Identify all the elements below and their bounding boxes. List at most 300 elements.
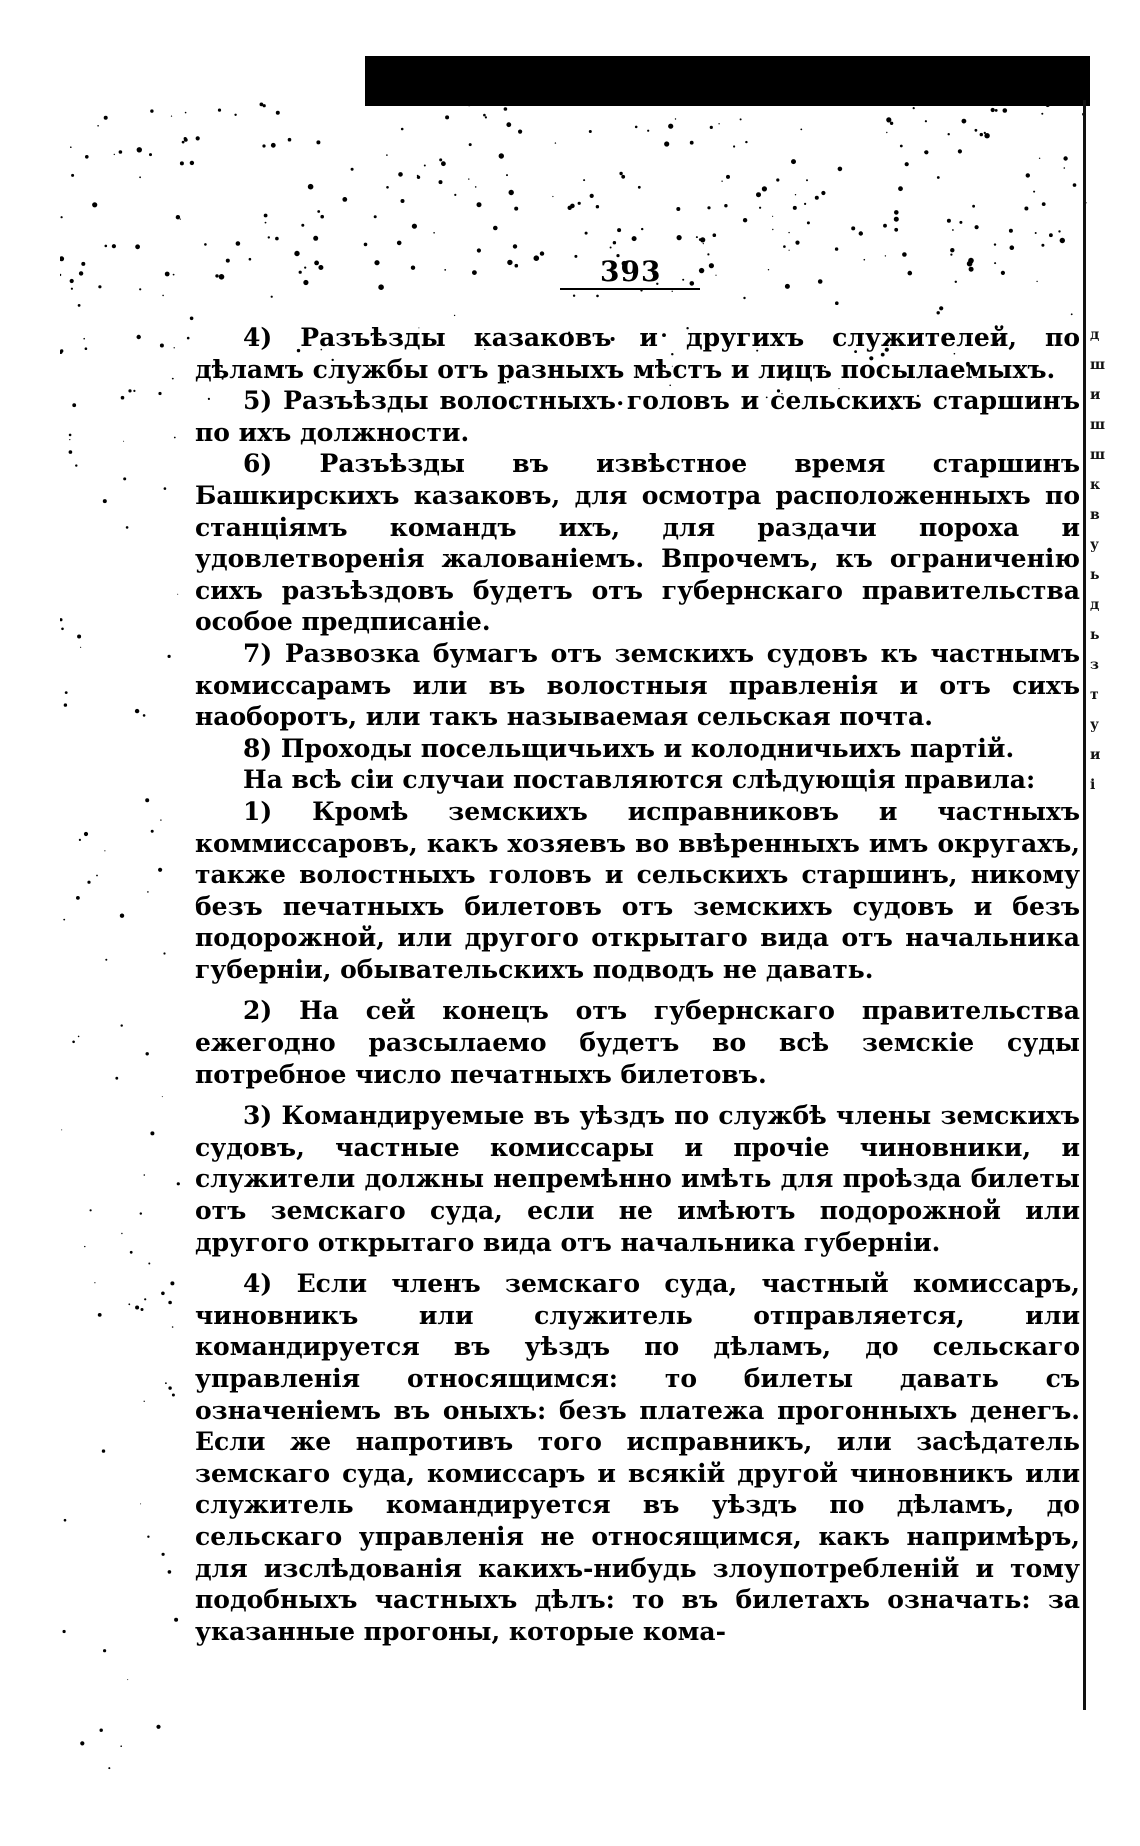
speckle-dot — [700, 237, 705, 242]
speckle-dot — [61, 1129, 62, 1130]
speckle-dot — [807, 221, 810, 224]
speckle-dot — [260, 103, 264, 107]
speckle-dot — [85, 155, 89, 159]
speckle-dot — [61, 216, 63, 218]
speckle-dot — [64, 1519, 67, 1522]
page-number-underline — [560, 288, 700, 290]
speckle-dot — [675, 118, 676, 119]
speckle-dot — [262, 144, 265, 147]
adjacent-page-edge-text — [1090, 320, 1108, 800]
speckle-dot — [806, 179, 808, 181]
speckle-dot — [164, 487, 167, 490]
speckle-dot — [103, 499, 107, 503]
speckle-dot — [144, 1174, 146, 1176]
rule-1: 1) Кромѣ земскихъ исправниковъ и частныхъ коммиссаровъ, какъ хозяевъ во ввѣренныхъ имъ округахъ, также волостныхъ головъ и сельскихъ старшинъ, никому безъ печатныхъ билетовъ отъ земскихъ судовъ и безъ подорожной, или другого открытаго вида отъ начальника губерніи, обывательскихъ подводъ не давать. — [195, 796, 1080, 984]
edge-fragment: ш — [1090, 357, 1106, 373]
speckle-dot — [412, 224, 417, 229]
speckle-dot — [676, 207, 680, 211]
speckle-dot — [144, 1401, 145, 1402]
speckle-dot — [733, 145, 735, 147]
speckle-dot — [552, 196, 553, 197]
speckle-dot — [499, 153, 504, 158]
speckle-dot — [184, 137, 187, 140]
paragraph-item-6: 6) Разъѣзды въ извѣстное время старшинъ Башкирскихъ казаковъ, для осмотра расположенныхъ по станціямъ командъ ихъ, для раздачи пороха и удовлетворенія жалованіемъ. Впрочемъ, къ ограниченію сихъ разъѣздовъ будетъ отъ губернскаго правительства особое предписаніе. — [195, 449, 1080, 637]
speckle-dot — [800, 129, 802, 131]
speckle-dot — [1003, 108, 1008, 113]
speckle-dot — [632, 236, 637, 241]
edge-fragment: д — [1090, 327, 1100, 343]
speckle-dot — [672, 291, 673, 292]
speckle-dot — [180, 219, 181, 220]
speckle-dot — [94, 1282, 95, 1283]
speckle-dot — [69, 450, 73, 454]
speckle-dot — [119, 150, 123, 154]
speckle-dot — [313, 236, 318, 241]
speckle-dot — [96, 875, 98, 877]
speckle-dot — [79, 839, 81, 841]
speckle-dot — [172, 1394, 175, 1397]
speckle-dot — [433, 232, 435, 234]
speckle-dot — [908, 271, 913, 276]
speckle-dot — [150, 109, 153, 112]
speckle-dot — [772, 229, 773, 230]
speckle-dot — [104, 850, 105, 851]
speckle-dot — [174, 437, 176, 439]
page-number: 393 — [600, 255, 662, 288]
speckle-dot — [77, 635, 81, 639]
speckle-dot — [219, 274, 225, 280]
speckle-dot — [276, 111, 280, 115]
rules-intro: На всѣ сіи случаи поставляются слѣдующія правила: — [243, 765, 1036, 795]
speckle-dot — [818, 279, 823, 284]
speckle-dot — [534, 255, 540, 261]
speckle-dot — [439, 180, 443, 184]
speckle-dot — [158, 868, 162, 872]
speckle-dot — [364, 243, 368, 247]
speckle-dot — [342, 197, 347, 202]
speckle-dot — [668, 124, 673, 129]
speckle-dot — [788, 232, 789, 233]
speckle-dot — [98, 285, 101, 288]
speckle-dot — [504, 107, 508, 111]
speckle-dot — [1010, 245, 1015, 250]
speckle-dot — [135, 1306, 139, 1310]
speckle-dot — [477, 248, 481, 252]
speckle-dot — [112, 244, 116, 248]
speckle-dot — [80, 647, 81, 648]
speckle-dot — [171, 116, 172, 117]
speckle-dot — [724, 204, 727, 207]
speckle-dot — [638, 186, 641, 189]
speckle-dot — [174, 1618, 178, 1622]
speckle-dot — [925, 120, 927, 122]
speckle-dot — [585, 232, 588, 235]
speckle-dot — [71, 288, 73, 290]
speckle-dot — [397, 241, 402, 246]
speckle-dot — [1033, 191, 1035, 193]
speckle-dot — [952, 229, 954, 231]
edge-fragment: у — [1090, 537, 1099, 553]
edge-fragment: к — [1090, 477, 1101, 493]
speckle-dot — [130, 1251, 133, 1254]
speckle-dot — [968, 258, 974, 264]
speckle-dot — [991, 108, 995, 112]
speckle-dot — [573, 295, 575, 297]
speckle-dot — [984, 132, 986, 134]
speckle-dot — [596, 295, 599, 298]
edge-fragment: и — [1090, 387, 1101, 403]
speckle-dot — [80, 1741, 84, 1745]
speckle-dot — [182, 141, 185, 144]
scan-edge-bar — [365, 56, 1090, 106]
binding-shadow-line — [1083, 100, 1086, 1710]
speckle-dot — [103, 1649, 106, 1652]
speckle-dot — [477, 202, 482, 207]
speckle-dot — [958, 149, 962, 153]
edge-fragment: в — [1090, 507, 1100, 523]
speckle-dot — [63, 919, 65, 921]
edge-fragment: т — [1090, 687, 1099, 703]
speckle-dot — [1064, 167, 1066, 169]
speckle-dot — [483, 114, 486, 117]
speckle-dot — [234, 114, 236, 116]
speckle-dot — [1009, 229, 1013, 233]
speckle-dot — [417, 175, 419, 177]
speckle-dot — [90, 1209, 92, 1211]
speckle-dot — [316, 140, 320, 144]
speckle-dot — [441, 161, 446, 166]
speckle-dot — [485, 116, 487, 118]
speckle-dot — [815, 196, 819, 200]
speckle-dot — [218, 109, 221, 112]
speckle-dot — [85, 347, 88, 350]
paragraph-item-4: 4) Разъѣзды казаковъ и другихъ служителей, по дѣламъ службы отъ разныхъ мѣстъ и лицъ посылаемыхъ. — [195, 323, 1080, 384]
speckle-dot — [204, 243, 207, 246]
speckle-dot — [617, 228, 621, 232]
speckle-dot — [63, 1630, 66, 1633]
speckle-dot — [821, 191, 825, 195]
speckle-dot — [1024, 207, 1028, 211]
speckle-dot — [743, 297, 745, 299]
speckle-dot — [647, 130, 649, 132]
speckle-dot — [682, 279, 684, 281]
speckle-dot — [308, 184, 314, 190]
speckle-dot — [135, 709, 139, 713]
speckle-dot — [721, 181, 722, 182]
speckle-dot — [540, 251, 544, 255]
speckle-dot — [173, 274, 175, 276]
speckle-dot — [265, 222, 267, 224]
speckle-dot — [144, 1298, 146, 1300]
speckle-dot — [187, 337, 190, 340]
speckle-dot — [163, 952, 165, 954]
speckle-dot — [1008, 100, 1010, 101]
speckle-dot — [886, 117, 891, 122]
speckle-dot — [950, 254, 952, 256]
speckle-dot — [948, 133, 950, 135]
speckle-dot — [127, 1679, 128, 1680]
speckle-dot — [320, 215, 324, 219]
speckle-dot — [168, 655, 171, 658]
speckle-dot — [162, 1096, 163, 1097]
speckle-dot — [1058, 230, 1060, 232]
speckle-dot — [185, 112, 187, 114]
speckle-dot — [859, 231, 863, 235]
speckle-dot — [509, 190, 514, 195]
speckle-dot — [148, 1263, 150, 1265]
edge-fragment: ш — [1090, 447, 1106, 463]
speckle-dot — [190, 317, 194, 321]
speckle-dot — [445, 115, 449, 119]
speckle-dot — [596, 205, 599, 208]
speckle-dot — [468, 178, 469, 179]
speckle-dot — [98, 1313, 102, 1317]
speckle-dot — [168, 1301, 172, 1305]
speckle-dot — [160, 819, 161, 820]
speckle-dot — [83, 338, 85, 340]
speckle-dot — [126, 526, 129, 529]
speckle-dot — [710, 126, 713, 129]
speckle-dot — [506, 122, 511, 127]
speckle-dot — [268, 236, 270, 238]
speckle-dot — [1041, 244, 1044, 247]
speckle-dot — [677, 235, 682, 240]
speckle-dot — [555, 142, 556, 143]
speckle-dot — [768, 269, 769, 270]
speckle-dot — [151, 830, 154, 833]
speckle-dot — [137, 335, 141, 339]
speckle-dot — [994, 243, 996, 245]
speckle-dot — [789, 250, 790, 251]
speckle-dot — [121, 1024, 123, 1026]
speckle-dot — [299, 271, 302, 274]
speckle-dot — [70, 279, 74, 283]
speckle-dot — [275, 237, 279, 241]
speckle-dot — [793, 206, 797, 210]
speckle-dot — [969, 267, 974, 272]
paragraph-item-8: 8) Проходы посельщичьихъ и колодничьихъ партій. — [243, 733, 1015, 763]
speckle-dot — [444, 269, 446, 271]
speckle-dot — [114, 154, 115, 155]
speckle-dot — [975, 225, 979, 229]
speckle-dot — [172, 1326, 174, 1328]
paragraph-item-5: 5) Разъѣзды волостныхъ головъ и сельскихъ старшинъ по ихъ должности. — [195, 386, 1080, 447]
speckle-dot — [791, 159, 796, 164]
speckle-dot — [60, 256, 64, 261]
speckle-dot — [140, 1503, 141, 1504]
speckle-dot — [1035, 232, 1037, 234]
speckle-dot — [962, 121, 965, 124]
speckle-dot — [469, 143, 472, 146]
speckle-dot — [621, 175, 625, 179]
speckle-dot — [894, 228, 898, 232]
speckle-dot — [162, 1553, 165, 1556]
speckle-dot — [249, 258, 252, 261]
speckle-dot — [374, 215, 377, 218]
speckle-dot — [568, 206, 572, 210]
speckle-dot — [894, 217, 899, 222]
speckle-dot — [378, 284, 384, 290]
speckle-dot — [137, 147, 142, 152]
speckle-dot — [454, 315, 455, 316]
speckle-dot — [271, 143, 276, 148]
speckle-dot — [78, 1036, 80, 1038]
speckle-dot — [898, 186, 903, 191]
speckle-dot — [314, 261, 319, 266]
speckle-dot — [97, 125, 99, 127]
speckle-dot — [772, 216, 773, 217]
speckle-dot — [147, 891, 149, 893]
speckle-dot — [236, 241, 241, 246]
speckle-dot — [619, 172, 622, 175]
speckle-dot — [168, 1570, 172, 1574]
speckle-dot — [351, 168, 354, 171]
speckle-dot — [411, 266, 415, 270]
speckle-dot — [726, 175, 730, 179]
speckle-dot — [715, 275, 716, 276]
speckle-dot — [100, 1729, 103, 1732]
speckle-dot — [937, 176, 940, 179]
speckle-dot — [924, 150, 928, 154]
speckle-dot — [294, 251, 299, 256]
speckle-dot — [81, 262, 85, 266]
speckle-dot — [1045, 103, 1050, 108]
speckle-dot — [301, 224, 304, 227]
speckle-dot — [707, 253, 709, 255]
speckle-dot — [690, 141, 694, 145]
speckle-dot — [64, 703, 67, 706]
speckle-dot — [165, 1382, 167, 1384]
speckle-dot — [156, 1725, 160, 1729]
speckle-dot — [69, 434, 72, 437]
speckle-dot — [303, 280, 308, 285]
speckle-dot — [703, 243, 704, 244]
speckle-dot — [121, 396, 125, 400]
speckle-dot — [785, 284, 790, 289]
speckle-dot — [174, 347, 175, 348]
speckle-dot — [515, 264, 519, 268]
speckle-dot — [146, 1052, 149, 1055]
speckle-dot — [84, 1246, 85, 1247]
speckle-dot — [76, 896, 80, 900]
speckle-dot — [454, 194, 456, 196]
speckle-dot — [160, 344, 164, 348]
speckle-dot — [583, 179, 585, 181]
page-body — [195, 322, 1080, 1647]
speckle-dot — [776, 178, 779, 181]
speckle-dot — [72, 403, 76, 407]
speckle-dot — [743, 218, 747, 222]
speckle-dot — [890, 122, 893, 125]
speckle-dot — [61, 628, 64, 631]
speckle-dot — [170, 1281, 174, 1285]
speckle-dot — [177, 594, 178, 595]
speckle-dot — [589, 130, 592, 133]
speckle-dot — [75, 464, 77, 466]
speckle-dot — [709, 263, 714, 268]
speckle-dot — [493, 226, 498, 231]
edge-fragment: ш — [1090, 417, 1106, 433]
speckle-dot — [759, 207, 761, 209]
speckle-dot — [795, 194, 796, 195]
edge-fragment: і — [1090, 777, 1096, 793]
speckle-dot — [783, 245, 786, 248]
speckle-dot — [140, 1212, 142, 1214]
speckle-dot — [578, 202, 581, 205]
speckle-dot — [804, 203, 806, 205]
speckle-dot — [835, 301, 839, 305]
speckle-dot — [975, 129, 978, 132]
speckle-dot — [1063, 156, 1067, 160]
speckle-dot — [1026, 173, 1030, 177]
speckle-dot — [1060, 238, 1065, 243]
speckle-dot — [886, 132, 887, 133]
speckle-dot — [439, 158, 442, 161]
speckle-dot — [507, 260, 512, 265]
speckle-dot — [955, 281, 957, 283]
speckle-dot — [158, 392, 161, 395]
speckle-dot — [161, 1292, 165, 1296]
speckle-dot — [374, 260, 379, 265]
speckle-dot — [102, 1449, 105, 1452]
speckle-dot — [79, 271, 83, 275]
speckle-dot — [226, 259, 230, 263]
speckle-dot — [1039, 158, 1040, 159]
speckle-dot — [172, 378, 174, 380]
speckle-dot — [947, 219, 951, 223]
speckle-dot — [264, 214, 268, 218]
speckle-dot — [215, 274, 218, 277]
speckle-dot — [168, 1386, 171, 1389]
speckle-dot — [180, 161, 184, 165]
speckle-dot — [959, 221, 962, 224]
speckle-dot — [795, 241, 799, 245]
speckle-dot — [506, 174, 508, 176]
speckle-dot — [838, 167, 843, 172]
speckle-dot — [271, 296, 273, 298]
speckle-dot — [913, 107, 915, 109]
speckle-dot — [123, 441, 124, 442]
speckle-dot — [120, 1745, 122, 1747]
speckle-dot — [518, 130, 522, 134]
speckle-dot — [864, 259, 866, 261]
speckle-dot — [105, 959, 107, 961]
speckle-dot — [756, 192, 761, 197]
speckle-dot — [994, 262, 996, 264]
speckle-dot — [401, 199, 405, 203]
rule-4: 4) Если членъ земскаго суда, частный комиссаръ, чиновникъ или служитель отправляется, или командируется въ уѣздъ по дѣламъ, до сельскаго управленія относящимся: то билеты давать съ означеніемъ въ оныхъ: безъ платежа прогонныхъ денегъ. Если же напротивъ того исправникъ, или засѣдатель земскаго суда, комиссаръ и всякій другой чиновникъ или служитель командируется въ уѣздъ по дѣламъ, до сельскаго управленія не относящимся, какъ напримѣръ, для изслѣдованія какихъ-нибудь злоупотребленій и тому подобныхъ частныхъ дѣлъ: то въ билетахъ означать: за указанные прогоны, которые кома- — [195, 1269, 1080, 1646]
speckle-dot — [995, 109, 998, 112]
speckle-dot — [162, 295, 164, 297]
speckle-dot — [885, 255, 886, 256]
speckle-dot — [87, 881, 90, 884]
speckle-dot — [1042, 202, 1046, 206]
speckle-dot — [139, 288, 141, 290]
speckle-dot — [539, 100, 541, 101]
speckle-dot — [1049, 233, 1053, 237]
speckle-dot — [900, 145, 903, 148]
speckle-dot — [613, 241, 616, 244]
speckle-dot — [762, 186, 767, 191]
speckle-dot — [60, 349, 63, 352]
rule-3: 3) Командируемые въ уѣздъ по службѣ члены земскихъ судовъ, частные комиссары и прочіе чиновники, и служители должны непремѣнно имѣть для проѣзда билеты отъ земскаго суда, если не имѣютъ подорожной или другого открытаго вида отъ начальника губерніи. — [195, 1101, 1080, 1257]
speckle-dot — [401, 128, 404, 131]
speckle-dot — [104, 116, 108, 120]
speckle-dot — [120, 914, 124, 918]
speckle-dot — [718, 123, 719, 124]
speckle-dot — [590, 194, 594, 198]
speckle-dot — [288, 138, 292, 142]
